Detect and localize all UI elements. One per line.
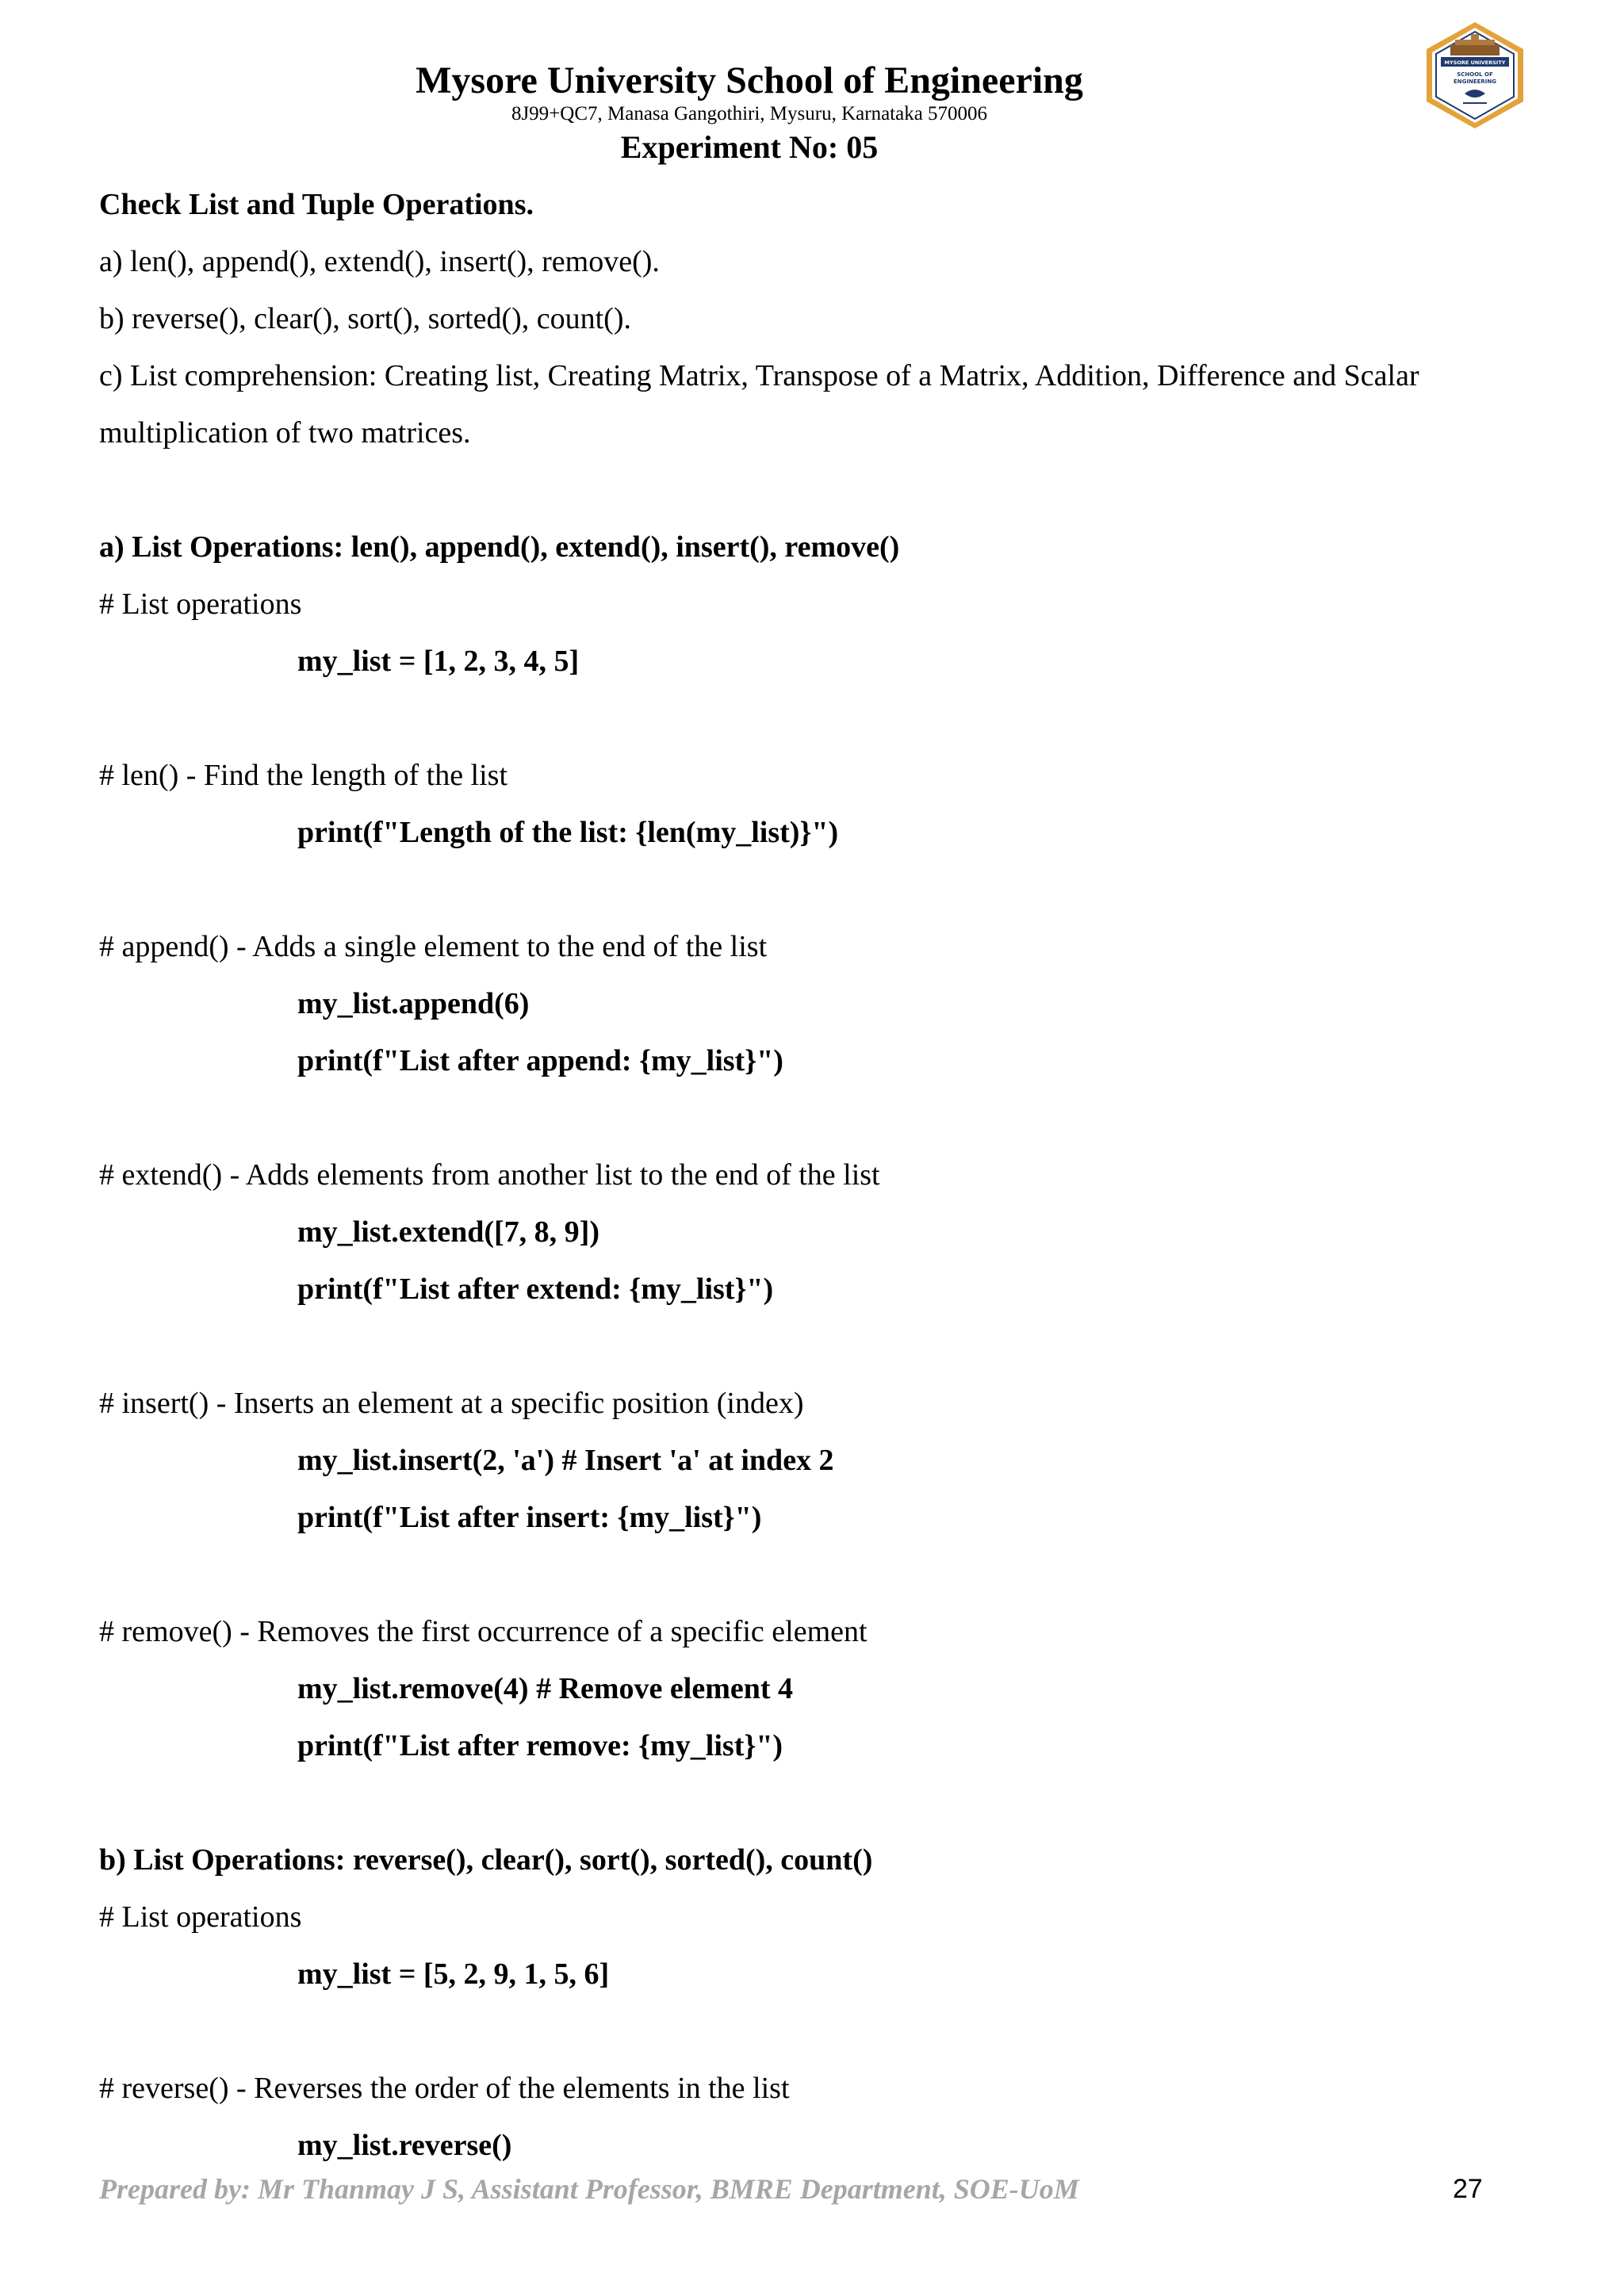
code-line: my_list.insert(2, 'a') # Insert 'a' at index 2 [297, 1444, 834, 1477]
document-body [99, 176, 1542, 2174]
logo-main-text-2: ENGINEERING [1453, 78, 1497, 85]
code-line: my_list.append(6) [297, 987, 530, 1020]
code-comment: # List operations [99, 587, 302, 621]
code-line: my_list.reverse() [297, 2129, 512, 2162]
footer-prepared-by: Prepared by: Mr Thanmay J S, Assistant Professor, BMRE Department, SOE-UoM [99, 2173, 1079, 2205]
code-line: print(f"List after insert: {my_list}") [297, 1501, 762, 1534]
code-comment: # insert() - Inserts an element at a specific position (index) [99, 1387, 804, 1420]
section-b-heading: b) List Operations: reverse(), clear(), sort(), sorted(), count() [99, 1843, 873, 1877]
code-line: print(f"Length of the list: {len(my_list)}") [297, 816, 839, 849]
logo-main-text-1: SCHOOL OF [1457, 71, 1493, 78]
code-comment: # remove() - Removes the first occurrence of a specific element [99, 1615, 868, 1648]
code-comment: # extend() - Adds elements from another list to the end of the list [99, 1158, 880, 1192]
intro-item-b: b) reverse(), clear(), sort(), sorted(), count(). [99, 302, 631, 335]
code-line: print(f"List after remove: {my_list}") [297, 1729, 783, 1762]
page-number: 27 [1453, 2174, 1483, 2204]
section-a-heading: a) List Operations: len(), append(), extend(), insert(), remove() [99, 530, 900, 564]
code-line: print(f"List after append: {my_list}") [297, 1044, 783, 1077]
code-comment: # List operations [99, 1900, 302, 1934]
institution-address: 8J99+QC7, Manasa Gangothiri, Mysuru, Karnataka 570006 [511, 103, 988, 124]
experiment-number: Experiment No: 05 [620, 129, 879, 165]
code-line: my_list = [1, 2, 3, 4, 5] [297, 645, 580, 678]
code-line: my_list = [5, 2, 9, 1, 5, 6] [297, 1957, 610, 1991]
intro-item-a: a) len(), append(), extend(), insert(), remove(). [99, 245, 660, 278]
code-comment: # reverse() - Reverses the order of the elements in the list [99, 2072, 790, 2105]
code-line: my_list.extend([7, 8, 9]) [297, 1215, 599, 1249]
code-line: my_list.remove(4) # Remove element 4 [297, 1672, 794, 1705]
logo-top-text: MYSORE UNIVERSITY [1444, 59, 1506, 66]
code-comment: # append() - Adds a single element to the end of the list [99, 930, 768, 963]
document-title: Mysore University School of Engineering [416, 59, 1083, 101]
intro-heading: Check List and Tuple Operations. [99, 188, 534, 221]
palace-icon [1450, 44, 1500, 55]
intro-item-c: c) List comprehension: Creating list, Creating Matrix, Transpose of a Matrix, Addition, Difference and Scalar multiplication of two matrices. [99, 359, 1419, 450]
code-line: print(f"List after extend: {my_list}") [297, 1272, 774, 1306]
university-logo [1423, 21, 1526, 130]
code-comment: # len() - Find the length of the list [99, 759, 508, 792]
